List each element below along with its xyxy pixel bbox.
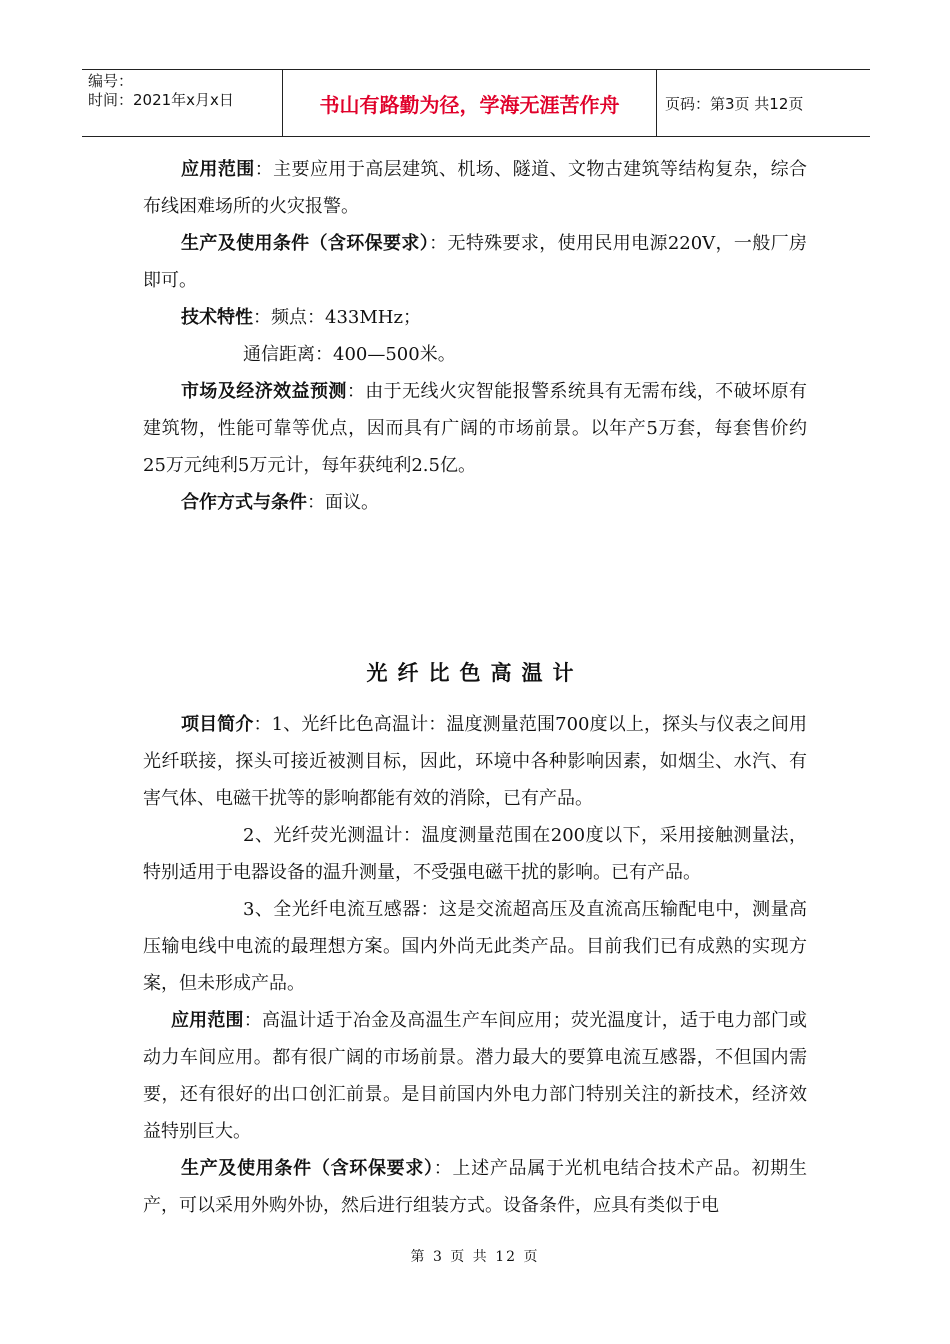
paragraph-cooperation: 合作方式与条件：面议。 [181, 492, 379, 513]
document-body [143, 151, 808, 1216]
page-footer: 第 3 页 共 12 页 [410, 1249, 540, 1265]
time-label: 时间：2021年x月x日 [88, 91, 234, 109]
header-page-code: 页码：第3页 共12页 [665, 94, 804, 113]
section2-body [143, 706, 807, 1224]
paragraph-production-2: 生产及使用条件（含环保要求）：上述产品属于光机电结合技术产品。初期生产，可以采用外购外协，然后进行组装方式。设备条件，应具有类似于电 [143, 1158, 808, 1216]
header-motto: 书山有路勤为径，学海无涯苦作舟 [283, 70, 657, 136]
paragraph-tech-distance: 通信距离：400—500米。 [243, 344, 456, 365]
paragraph-application: 应用范围：主要应用于高层建筑、机场、隧道、文物古建筑等结构复杂，综合布线困难场所的火灾报警。 [143, 159, 808, 217]
number-label: 编号： [88, 72, 134, 90]
paragraph-item3: 3、全光纤电流互感器：这是交流超高压及直流高压输配电中，测量高压输电线中电流的最理想方案。国内外尚无此类产品。目前我们已有成熟的实现方案，但未形成产品。 [143, 899, 807, 994]
paragraph-tech: 技术特性：频点：433MHz； [181, 307, 421, 328]
paragraph-intro: 项目简介：1、光纤比色高温计：温度测量范围700度以上，探头与仪表之间用光纤联接，探头可接近被测目标，因此，环境中各种影响因素，如烟尘、水汽、有害气体、电磁干扰等的影响都能有效的消除，已有产品。 [143, 714, 808, 809]
header-meta [82, 70, 283, 136]
paragraph-item2: 2、光纤荧光测温计：温度测量范围在200度以下，采用接触测量法，特别适用于电器设备的温升测量，不受强电磁干扰的影响。已有产品。 [143, 825, 807, 883]
paragraph-production: 生产及使用条件（含环保要求）：无特殊要求，使用民用电源220V，一般厂房即可。 [143, 233, 807, 291]
section-title: 光纤比色高温计 [366, 661, 584, 685]
paragraph-application-2: 应用范围：高温计适于冶金及高温生产车间应用；荧光温度计，适于电力部门或动力车间应用。都有很广阔的市场前景。潜力最大的要算电流互感器，不但国内需要，还有很好的出口创汇前景。是目前国内外电力部门特别关注的新技术，经济效益特别巨大。 [143, 1010, 808, 1142]
paragraph-market: 市场及经济效益预测：由于无线火灾智能报警系统具有无需布线，不破坏原有建筑物，性能可靠等优点，因而具有广阔的市场前景。以年产5万套，每套售价约25万元纯利5万元计，每年获纯利2.5亿。 [143, 381, 808, 476]
page-header [82, 69, 870, 137]
